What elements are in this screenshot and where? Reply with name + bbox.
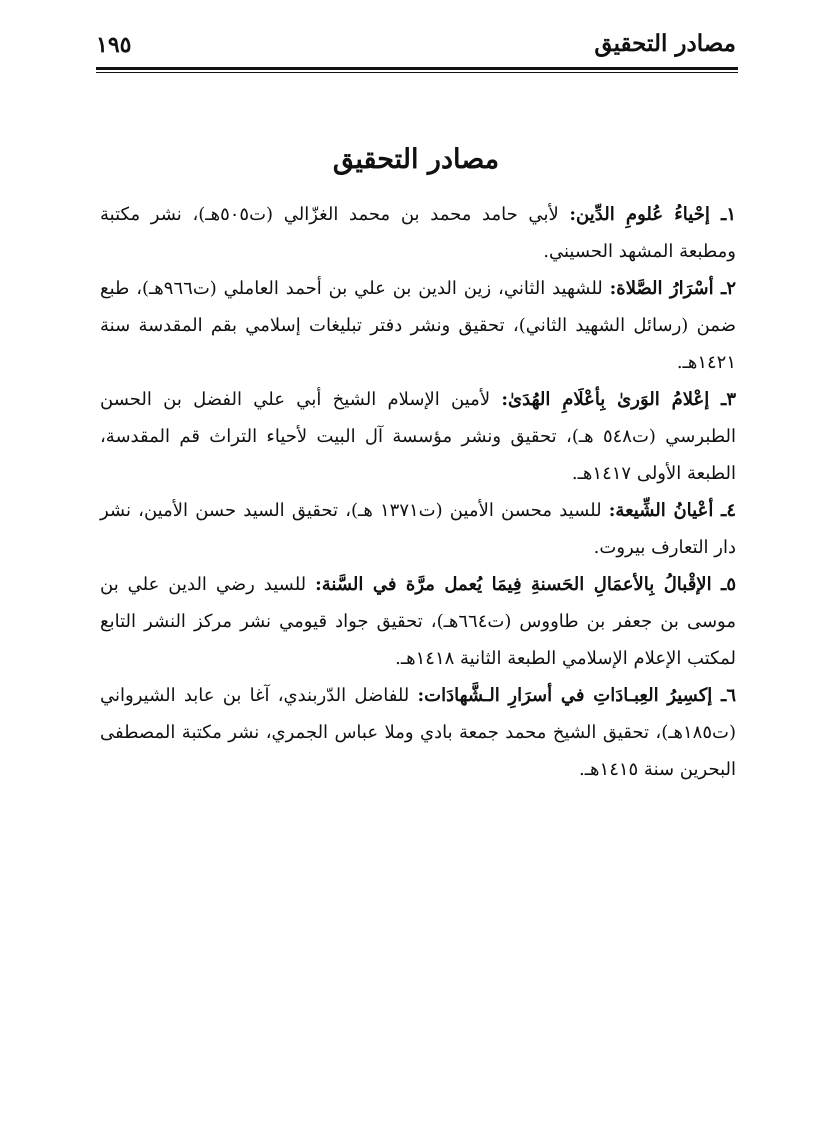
entry-text: للفاضل الدّربندي، آغا بن عابد الشيرواني (ت١٨٥هـ)، تحقيق الشيخ محمد جمعة بادي وملا عباس الجمري، نشر مكتبة المصطفى البحرين سنة ١٤١٥هـ. <box>100 685 736 780</box>
bibliography-entry <box>100 270 736 381</box>
bibliography-entry <box>100 566 736 677</box>
entry-text: للسيد محسن الأمين (ت١٣٧١ هـ)، تحقيق السيد حسن الأمين، نشر دار التعارف بيروت. <box>100 500 736 558</box>
bibliography-list <box>100 196 736 788</box>
entry-text: لأمين الإسلام الشيخ أبي علي الفضل بن الحسن الطبرسي (ت٥٤٨ هـ)، تحقيق ونشر مؤسسة آل البيت لأحياء التراث قم المقدسة، الطبعة الأولى ١٤١٧هـ. <box>100 389 737 484</box>
entry-title: ١ـ إحْياءُ عُلومِ الدِّين: <box>569 204 736 225</box>
page-number: ١٩٥ <box>96 32 132 58</box>
entry-title: ٥ـ الإقْبالُ بِالأعمَالِ الحَسنةِ فِيمَا يُعمل مرَّة في السَّنة: <box>315 574 736 595</box>
chapter-title: مصادر التحقيق <box>332 144 500 175</box>
header-rule-thin <box>96 72 738 73</box>
entry-text: للشهيد الثاني، زين الدين بن علي بن أحمد العاملي (ت٩٦٦هـ)، طبع ضمن (رسائل الشهيد الثاني)، تحقيق ونشر دفتر تبليغات إسلامي بقم المقدسة سنة ١٤٢١هـ. <box>100 278 736 373</box>
bibliography-entry <box>100 492 736 566</box>
entry-title: ٣ـ إعْلامُ الوَرىٰ بِأعْلَامِ الهُدَىٰ: <box>501 389 736 410</box>
header-rule-thick <box>96 67 738 70</box>
bibliography-entry <box>100 381 736 492</box>
entry-title: ٤ـ أعْيانُ الشِّيعة: <box>608 500 736 521</box>
bibliography-entry <box>100 196 736 270</box>
entry-text: لأبي حامد محمد بن محمد الغزّالي (ت٥٠٥هـ)، نشر مكتبة ومطبعة المشهد الحسيني. <box>100 204 736 262</box>
entry-title: ٦ـ إكسِيرُ العِبـادَاتِ في أسرَارِ الـشَّهادَات: <box>417 685 736 706</box>
entry-title: ٢ـ أسْرَارُ الصَّلاة: <box>609 278 736 299</box>
bibliography-entry <box>100 677 736 788</box>
entry-text: للسيد رضي الدين علي بن موسى بن جعفر بن طاووس (ت٦٦٤هـ)، تحقيق جواد قيومي نشر مركز النشر التابع لمكتب الإعلام الإسلامي الطبعة الثانية ١٤١٨هـ. <box>100 574 736 669</box>
running-head <box>96 26 736 66</box>
running-head-title: مصادر التحقيق <box>594 30 736 57</box>
